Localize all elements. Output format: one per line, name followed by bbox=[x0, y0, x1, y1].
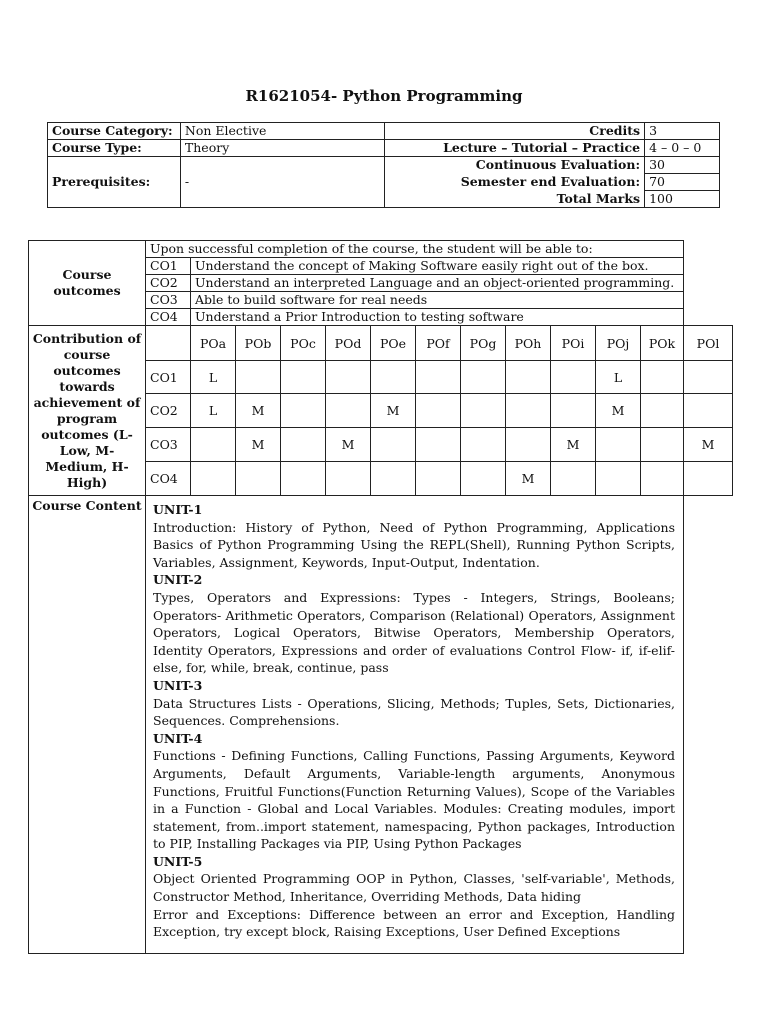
unit-title: UNIT-4 bbox=[153, 730, 203, 746]
credits-label: Credits bbox=[384, 123, 645, 140]
prerequisites-label: Prerequisites: bbox=[48, 157, 181, 208]
po-header: POd bbox=[326, 326, 371, 361]
prerequisites-value: - bbox=[180, 157, 384, 208]
po-cell: M bbox=[371, 394, 416, 428]
po-header: POc bbox=[281, 326, 326, 361]
outcome-code: CO4 bbox=[146, 309, 191, 326]
po-header: POk bbox=[641, 326, 684, 361]
course-type-value: Theory bbox=[180, 140, 384, 157]
po-row-co: CO1 bbox=[146, 361, 191, 394]
ltp-label: Lecture – Tutorial – Practice bbox=[384, 140, 645, 157]
course-details-table bbox=[28, 240, 733, 954]
po-cell bbox=[684, 361, 733, 394]
po-cell bbox=[416, 394, 461, 428]
po-header: POi bbox=[551, 326, 596, 361]
po-cell: M bbox=[236, 394, 281, 428]
po-cell: M bbox=[551, 428, 596, 462]
po-cell bbox=[551, 361, 596, 394]
unit-title: UNIT-1 bbox=[153, 502, 203, 517]
course-info-table bbox=[47, 122, 720, 208]
po-cell bbox=[684, 462, 733, 496]
po-cell: M bbox=[236, 428, 281, 462]
outcome-code: CO3 bbox=[146, 292, 191, 309]
po-cell bbox=[371, 428, 416, 462]
outcome-code: CO1 bbox=[146, 258, 191, 275]
ltp-value: 4 – 0 – 0 bbox=[645, 140, 720, 157]
po-cell bbox=[551, 462, 596, 496]
semester-evaluation-label: Semester end Evaluation: bbox=[384, 174, 645, 191]
po-row-co: CO3 bbox=[146, 428, 191, 462]
po-header: POb bbox=[236, 326, 281, 361]
total-marks-label: Total Marks bbox=[384, 191, 645, 208]
outcome-text: Able to build software for real needs bbox=[191, 292, 684, 309]
po-cell: M bbox=[596, 394, 641, 428]
semester-evaluation-value: 70 bbox=[645, 174, 720, 191]
po-cell bbox=[326, 394, 371, 428]
outcome-code: CO2 bbox=[146, 275, 191, 292]
course-outcomes-label: Course outcomes bbox=[29, 241, 146, 326]
po-header: POa bbox=[191, 326, 236, 361]
unit-text: Data Structures Lists - Operations, Slicing, Methods; Tuples, Sets, Dictionaries, Sequences. Comprehensions. bbox=[153, 695, 675, 729]
po-cell bbox=[551, 394, 596, 428]
po-header: POl bbox=[684, 326, 733, 361]
po-header: POf bbox=[416, 326, 461, 361]
course-category-value: Non Elective bbox=[180, 123, 384, 140]
unit-text: Error and Exceptions: Difference between an error and Exception, Handling Exception, try except block, Raising Exceptions, User Defined Exceptions bbox=[153, 906, 675, 940]
po-cell: M bbox=[326, 428, 371, 462]
po-cell bbox=[191, 428, 236, 462]
po-cell bbox=[236, 462, 281, 496]
po-cell bbox=[236, 361, 281, 394]
po-cell bbox=[416, 361, 461, 394]
po-cell: L bbox=[596, 361, 641, 394]
outcomes-intro: Upon successful completion of the course, the student will be able to: bbox=[146, 241, 684, 258]
total-marks-value: 100 bbox=[645, 191, 720, 208]
po-cell bbox=[281, 361, 326, 394]
po-cell bbox=[281, 394, 326, 428]
course-type-label: Course Type: bbox=[48, 140, 181, 157]
unit-text: Types, Operators and Expressions: Types - Integers, Strings, Booleans; Operators- Arithmetic Operators, Comparison (Relational) Operators, Assignment Operators, Logical Operators, Bitwise Operators, Membership Operators, Identity Operators, Expressions and order of evaluations Control Flow- if, if-elif-else, for, while, break, continue, pass bbox=[153, 589, 675, 676]
continuous-evaluation-value: 30 bbox=[645, 157, 720, 174]
credits-value: 3 bbox=[645, 123, 720, 140]
unit-text: Object Oriented Programming OOP in Python, Classes, 'self-variable', Methods, Constructor Method, Inheritance, Overriding Methods, Data hiding bbox=[153, 871, 675, 905]
po-header-row bbox=[29, 326, 733, 361]
course-content-body bbox=[146, 496, 684, 954]
po-cell bbox=[326, 462, 371, 496]
contribution-label: Contribution of course outcomes towards achievement of program outcomes (L-Low, M-Medium, H-High) bbox=[29, 326, 146, 496]
po-cell: L bbox=[191, 361, 236, 394]
po-cell bbox=[281, 428, 326, 462]
po-cell bbox=[326, 361, 371, 394]
outcome-text: Understand the concept of Making Software easily right out of the box. bbox=[191, 258, 684, 275]
po-cell bbox=[461, 361, 506, 394]
course-type-row bbox=[48, 140, 720, 157]
po-cell bbox=[596, 462, 641, 496]
continuous-evaluation-label: Continuous Evaluation: bbox=[384, 157, 645, 174]
po-row-co: CO4 bbox=[146, 462, 191, 496]
outcome-text: Understand a Prior Introduction to testing software bbox=[191, 309, 684, 326]
po-cell bbox=[641, 428, 684, 462]
po-cell bbox=[684, 394, 733, 428]
evaluation-row-1 bbox=[48, 157, 720, 174]
po-cell bbox=[461, 462, 506, 496]
unit-text: Introduction: History of Python, Need of Python Programming, Applications Basics of Python Programming Using the REPL(Shell), Running Python Scripts, Variables, Assignment, Keywords, Input-Output, Indentation. bbox=[153, 519, 675, 570]
po-cell bbox=[416, 462, 461, 496]
po-cell bbox=[641, 394, 684, 428]
po-cell: M bbox=[506, 462, 551, 496]
po-cell bbox=[371, 361, 416, 394]
po-cell: M bbox=[684, 428, 733, 462]
po-cell bbox=[281, 462, 326, 496]
unit-title: UNIT-3 bbox=[153, 677, 203, 693]
po-cell bbox=[461, 428, 506, 462]
course-category-row bbox=[48, 123, 720, 140]
po-cell bbox=[596, 428, 641, 462]
po-header: POj bbox=[596, 326, 641, 361]
course-content-label: Course Content bbox=[29, 496, 146, 954]
po-header: POg bbox=[461, 326, 506, 361]
po-row-co: CO2 bbox=[146, 394, 191, 428]
unit-text: Functions - Defining Functions, Calling Functions, Passing Arguments, Keyword Arguments, Default Arguments, Variable-length arguments, Anonymous Functions, Fruitful Functions(Function Returning Values), Scope of the Variables in a Function - Global and Local Variables. Modules: Creating modules, import statement, from..import statement, namespacing, Python packages, Introduction to PIP, Installing Packages via PIP, Using Python Packages bbox=[153, 748, 675, 852]
po-cell bbox=[461, 394, 506, 428]
po-cell bbox=[641, 361, 684, 394]
po-cell bbox=[371, 462, 416, 496]
po-cell bbox=[506, 361, 551, 394]
outcomes-intro-row bbox=[29, 241, 733, 258]
po-cell bbox=[506, 394, 551, 428]
po-cell bbox=[416, 428, 461, 462]
page-title: R1621054- Python Programming bbox=[245, 87, 523, 105]
po-cell bbox=[506, 428, 551, 462]
outcome-text: Understand an interpreted Language and an object-oriented programming. bbox=[191, 275, 684, 292]
po-header: POh bbox=[506, 326, 551, 361]
po-cell bbox=[191, 462, 236, 496]
course-content-row bbox=[29, 496, 733, 954]
course-category-label: Course Category: bbox=[48, 123, 181, 140]
unit-title: UNIT-5 bbox=[153, 853, 203, 869]
po-corner-cell bbox=[146, 326, 191, 361]
unit-title: UNIT-2 bbox=[153, 572, 203, 588]
po-header: POe bbox=[371, 326, 416, 361]
po-cell bbox=[641, 462, 684, 496]
po-cell: L bbox=[191, 394, 236, 428]
